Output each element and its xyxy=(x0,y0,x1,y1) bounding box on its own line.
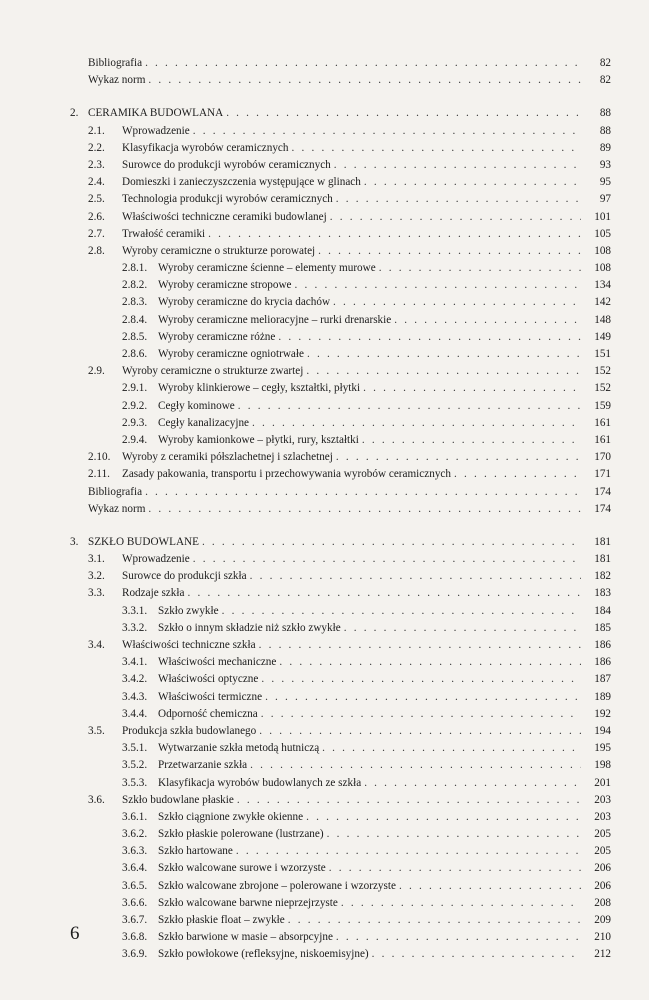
toc-entry-page: 194 xyxy=(585,723,611,740)
dot-leader xyxy=(252,415,581,432)
toc-entry-title: Właściwości techniczne szkła xyxy=(122,639,256,651)
toc-entry xyxy=(0,534,649,551)
toc-entry-page: 208 xyxy=(585,895,611,912)
toc-entry xyxy=(0,706,649,723)
toc-entry-title: Szkło powłokowe (refleksyjne, niskoemisyjne) xyxy=(158,948,369,961)
toc-entry-number: 3.2. xyxy=(88,570,105,583)
toc-entry-title: CERAMIKA BUDOWLANA xyxy=(88,107,224,120)
dot-leader xyxy=(236,843,581,860)
toc-entry-number: 3.3.1. xyxy=(122,604,148,617)
toc-entry-title: Cegły kominowe xyxy=(158,399,235,412)
toc-entry-page: 205 xyxy=(585,843,611,860)
dot-leader xyxy=(336,191,581,208)
dot-leader xyxy=(399,878,581,895)
toc-entry-title: Wyroby ceramiczne o strukturze porowatej xyxy=(122,244,316,257)
toc-entry-title: Wyroby kamionkowe – płytki, rury, kształtki xyxy=(158,433,359,446)
toc-entry-number: 3.6.3. xyxy=(122,845,148,858)
toc-entry-page: 95 xyxy=(585,174,611,191)
toc-entry-title: Wprowadzenie xyxy=(122,124,190,137)
toc-entry-page: 108 xyxy=(585,243,611,260)
toc-entry xyxy=(0,123,649,140)
toc-entry xyxy=(0,740,649,757)
toc-entry-title: Surowce do produkcji szkła xyxy=(122,570,247,583)
dot-leader xyxy=(344,620,581,637)
toc-entry-title: Bibliografia xyxy=(88,485,143,498)
toc-entry-title: Wyroby z ceramiki półszlachetnej i szlachetnej xyxy=(122,451,333,464)
toc-entry-title: Szkło barwione w masie – absorpcyjne xyxy=(158,931,333,944)
toc-entry xyxy=(0,260,649,277)
toc-entry xyxy=(0,929,649,946)
page-number: 6 xyxy=(70,923,80,944)
toc-entry xyxy=(0,140,649,157)
toc-entry-number: 2.9.4. xyxy=(122,433,148,446)
dot-leader xyxy=(334,157,581,174)
toc-entry-number: 3.6. xyxy=(88,793,105,806)
toc-entry xyxy=(0,603,649,620)
dot-leader xyxy=(306,363,581,380)
toc-entry-page: 174 xyxy=(585,484,611,501)
toc-entry-number: 2.9. xyxy=(88,365,105,378)
dot-leader xyxy=(330,209,581,226)
toc-entry-title: Wyroby ceramiczne ogniotrwałe xyxy=(158,348,304,360)
dot-leader xyxy=(372,946,581,963)
toc-entry-number: 3.6.9. xyxy=(122,948,148,961)
dot-leader xyxy=(394,312,581,329)
toc-entry xyxy=(0,277,649,294)
toc-entry-page: 181 xyxy=(585,534,611,551)
toc-entry-page: 82 xyxy=(585,55,611,72)
toc-entry xyxy=(0,568,649,585)
toc-entry-page: 93 xyxy=(585,157,611,174)
toc-entry xyxy=(0,912,649,929)
toc-entry-page: 101 xyxy=(585,209,611,226)
toc-entry-number: 2. xyxy=(70,107,79,120)
toc-entry-number: 3.3. xyxy=(88,587,105,600)
dot-leader xyxy=(193,123,581,140)
dot-leader xyxy=(261,671,581,688)
dot-leader xyxy=(226,105,581,122)
toc-entry xyxy=(0,329,649,346)
toc-entry xyxy=(0,860,649,877)
toc-entry-page: 192 xyxy=(585,706,611,723)
dot-leader xyxy=(187,585,581,602)
toc-entry-number: 2.8.6. xyxy=(122,348,148,360)
toc-entry xyxy=(0,466,649,483)
toc-entry-number: 3.6.1. xyxy=(122,810,148,823)
toc-entry xyxy=(0,757,649,774)
toc-entry xyxy=(0,415,649,432)
toc-entry xyxy=(0,363,649,380)
toc-entry xyxy=(0,105,649,122)
dot-leader xyxy=(329,860,581,877)
toc-entry-page: 161 xyxy=(585,432,611,449)
dot-leader xyxy=(265,689,581,706)
dot-leader xyxy=(379,260,581,277)
toc-entry-title: Szkło budowlane płaskie xyxy=(122,793,234,806)
toc-entry-page: 189 xyxy=(585,689,611,706)
toc-entry-title: Szkło ciągnione zwykłe okienne xyxy=(158,810,304,823)
toc-entry-page: 185 xyxy=(585,620,611,637)
toc-entry-page: 206 xyxy=(585,860,611,877)
toc-entry-page: 108 xyxy=(585,260,611,277)
toc-entry-title: Wyroby ceramiczne ścienne – elementy murowe xyxy=(158,262,376,275)
dot-leader xyxy=(278,329,581,346)
dot-leader xyxy=(250,568,581,585)
dot-leader xyxy=(222,603,581,620)
toc-entry-number: 3.6.6. xyxy=(122,896,148,909)
toc-entry xyxy=(0,775,649,792)
toc-entry-number: 2.9.3. xyxy=(122,416,148,429)
dot-leader xyxy=(364,775,581,792)
toc-entry-page: 174 xyxy=(585,501,611,518)
toc-entry xyxy=(0,432,649,449)
toc-entry-title: Cegły kanalizacyjne xyxy=(158,416,250,429)
toc-entry-title: Produkcja szkła budowlanego xyxy=(122,724,257,737)
dot-leader xyxy=(336,449,581,466)
toc-entry-number: 2.4. xyxy=(88,176,105,189)
dot-leader xyxy=(363,380,581,397)
toc-entry-number: 2.5. xyxy=(88,193,105,206)
dot-leader xyxy=(259,723,581,740)
toc-entry xyxy=(0,826,649,843)
toc-entry-page: 187 xyxy=(585,671,611,688)
dot-leader xyxy=(237,792,581,809)
toc-entry-number: 3.4. xyxy=(88,639,105,651)
toc-entry-number: 3.5. xyxy=(88,724,105,737)
dot-leader xyxy=(306,809,581,826)
dot-leader xyxy=(322,740,581,757)
toc-entry-title: Surowce do produkcji wyrobów ceramicznych xyxy=(122,158,331,171)
toc-entry-page: 212 xyxy=(585,946,611,963)
toc-entry-number: 3. xyxy=(70,535,79,548)
toc-entry-number: 2.8.2. xyxy=(122,279,148,292)
toc-entry xyxy=(0,72,649,89)
toc-entry xyxy=(0,157,649,174)
toc-entry-title: Wyroby ceramiczne melioracyjne – rurki drenarskie xyxy=(158,313,392,326)
toc-entry xyxy=(0,398,649,415)
toc-entry-page: 149 xyxy=(585,329,611,346)
toc-entry-page: 134 xyxy=(585,277,611,294)
toc-entry-title: Szkło walcowane zbrojone – polerowane i wzorzyste xyxy=(158,879,396,892)
toc-entry-title: Technologia produkcji wyrobów ceramicznych xyxy=(122,193,333,206)
toc-entry-page: 198 xyxy=(585,757,611,774)
toc-entry-page: 184 xyxy=(585,603,611,620)
dot-leader xyxy=(292,140,582,157)
dot-leader xyxy=(333,294,581,311)
toc-entry-number: 2.8. xyxy=(88,244,105,257)
dot-leader xyxy=(238,398,581,415)
table-of-contents xyxy=(0,55,649,964)
toc-entry-title: Wyroby ceramiczne różne xyxy=(158,330,276,343)
toc-entry-title: Zasady pakowania, transportu i przechowywania wyrobów ceramicznych xyxy=(122,468,451,481)
toc-entry-number: 2.7. xyxy=(88,227,105,240)
toc-entry xyxy=(0,895,649,912)
toc-entry-page: 205 xyxy=(585,826,611,843)
toc-entry-number: 2.8.3. xyxy=(122,296,148,309)
toc-entry-title: Trwałość ceramiki xyxy=(122,227,206,240)
toc-entry-page: 195 xyxy=(585,740,611,757)
toc-entry xyxy=(0,346,649,363)
toc-entry xyxy=(0,226,649,243)
toc-entry-page: 201 xyxy=(585,775,611,792)
toc-entry-title: Wyroby ceramiczne o strukturze zwartej xyxy=(122,365,304,378)
toc-entry xyxy=(0,637,649,654)
dot-leader xyxy=(318,243,581,260)
toc-entry-title: Właściwości mechaniczne xyxy=(158,656,277,669)
toc-entry-number: 2.11. xyxy=(88,468,110,481)
toc-entry xyxy=(0,792,649,809)
toc-entry-number: 3.5.1. xyxy=(122,742,148,755)
dot-leader xyxy=(362,432,581,449)
toc-entry-title: Właściwości techniczne ceramiki budowlanej xyxy=(122,210,327,223)
toc-entry-title: Przetwarzanie szkła xyxy=(158,759,248,772)
toc-entry-number: 3.6.8. xyxy=(122,931,148,944)
toc-entry-number: 3.1. xyxy=(88,553,105,566)
toc-entry-title: Klasyfikacja wyrobów budowlanych ze szkła xyxy=(158,776,362,789)
toc-entry xyxy=(0,551,649,568)
toc-entry-title: Szkło o innym składzie niż szkło zwykłe xyxy=(158,621,341,634)
toc-entry-number: 2.8.5. xyxy=(122,330,148,343)
toc-entry-title: Szkło hartowane xyxy=(158,845,233,858)
toc-entry-title: Rodzaje szkła xyxy=(122,587,185,600)
toc-entry-page: 97 xyxy=(585,191,611,208)
toc-entry xyxy=(0,946,649,963)
toc-entry-title: Szkło zwykłe xyxy=(158,604,219,617)
toc-entry-page: 170 xyxy=(585,449,611,466)
toc-entry xyxy=(0,209,649,226)
toc-entry-title: Odporność chemiczna xyxy=(158,707,258,720)
toc-entry-title: Wykaz norm xyxy=(88,502,146,515)
toc-entry-title: Właściwości termiczne xyxy=(158,690,263,703)
toc-entry-page: 151 xyxy=(585,346,611,363)
toc-entry-title: Klasyfikacja wyrobów ceramicznych xyxy=(122,141,289,154)
toc-entry-page: 171 xyxy=(585,466,611,483)
toc-entry xyxy=(0,191,649,208)
toc-entry-page: 161 xyxy=(585,415,611,432)
toc-entry-number: 2.8.4. xyxy=(122,313,148,326)
toc-entry-title: Szkło płaskie polerowane (lustrzane) xyxy=(158,828,324,841)
toc-entry xyxy=(0,809,649,826)
toc-entry-page: 148 xyxy=(585,312,611,329)
dot-leader xyxy=(259,637,581,654)
toc-entry-title: SZKŁO BUDOWLANE xyxy=(88,535,199,548)
toc-entry-title: Szkło płaskie float – zwykłe xyxy=(158,914,285,926)
toc-entry-number: 3.4.3. xyxy=(122,690,148,703)
toc-entry-number: 2.9.2. xyxy=(122,399,148,412)
dot-leader xyxy=(145,484,581,501)
toc-entry-page: 182 xyxy=(585,568,611,585)
toc-entry-title: Wytwarzanie szkła metodą hutniczą xyxy=(158,742,320,755)
dot-leader xyxy=(250,757,581,774)
toc-entry xyxy=(0,671,649,688)
toc-entry xyxy=(0,449,649,466)
dot-leader xyxy=(148,501,581,518)
toc-entry xyxy=(0,843,649,860)
toc-entry-page: 203 xyxy=(585,809,611,826)
toc-entry xyxy=(0,585,649,602)
toc-entry-title: Wyroby ceramiczne stropowe xyxy=(158,279,292,292)
toc-entry-title: Szkło walcowane barwne nieprzejrzyste xyxy=(158,896,338,909)
dot-leader xyxy=(193,551,581,568)
toc-entry-page: 159 xyxy=(585,398,611,415)
dot-leader xyxy=(307,346,581,363)
toc-entry-page: 209 xyxy=(585,912,611,929)
toc-entry xyxy=(0,723,649,740)
toc-entry-page: 183 xyxy=(585,585,611,602)
toc-entry-number: 3.4.2. xyxy=(122,673,148,686)
toc-entry-number: 2.8.1. xyxy=(122,262,148,275)
toc-entry xyxy=(0,620,649,637)
toc-entry-page: 203 xyxy=(585,792,611,809)
dot-leader xyxy=(279,654,581,671)
toc-entry xyxy=(0,654,649,671)
toc-entry-page: 186 xyxy=(585,637,611,654)
toc-entry xyxy=(0,294,649,311)
toc-entry-title: Szkło walcowane surowe i wzorzyste xyxy=(158,862,326,875)
toc-entry-number: 3.6.4. xyxy=(122,862,148,875)
toc-entry-title: Bibliografia xyxy=(88,57,143,69)
toc-entry xyxy=(0,501,649,518)
toc-entry xyxy=(0,243,649,260)
dot-leader xyxy=(202,534,581,551)
toc-entry-page: 210 xyxy=(585,929,611,946)
dot-leader xyxy=(341,895,581,912)
toc-entry-page: 152 xyxy=(585,363,611,380)
toc-entry-number: 3.4.4. xyxy=(122,707,148,720)
toc-entry-page: 88 xyxy=(585,123,611,140)
toc-entry-page: 105 xyxy=(585,226,611,243)
toc-entry xyxy=(0,484,649,501)
dot-leader xyxy=(148,72,581,89)
toc-entry-title: Właściwości optyczne xyxy=(158,673,259,686)
dot-leader xyxy=(327,826,581,843)
toc-entry-number: 2.3. xyxy=(88,158,105,171)
toc-entry-number: 3.6.7. xyxy=(122,914,148,926)
toc-entry-page: 82 xyxy=(585,72,611,89)
toc-entry-number: 3.5.2. xyxy=(122,759,148,772)
toc-entry xyxy=(0,55,649,72)
toc-entry-page: 89 xyxy=(585,140,611,157)
toc-entry-page: 142 xyxy=(585,294,611,311)
toc-entry xyxy=(0,174,649,191)
dot-leader xyxy=(295,277,581,294)
toc-entry-title: Wprowadzenie xyxy=(122,553,190,566)
dot-leader xyxy=(288,912,581,929)
toc-entry-number: 3.6.5. xyxy=(122,879,148,892)
toc-entry-title: Domieszki i zanieczyszczenia występujące w glinach xyxy=(122,176,361,189)
toc-entry-number: 2.1. xyxy=(88,124,105,137)
toc-entry-title: Wykaz norm xyxy=(88,74,146,87)
toc-entry-number: 2.6. xyxy=(88,210,105,223)
dot-leader xyxy=(208,226,581,243)
toc-entry-number: 3.4.1. xyxy=(122,656,148,669)
toc-entry xyxy=(0,878,649,895)
toc-entry-page: 181 xyxy=(585,551,611,568)
toc-entry-number: 2.9.1. xyxy=(122,382,148,395)
toc-entry-page: 152 xyxy=(585,380,611,397)
toc-entry-title: Wyroby ceramiczne do krycia dachów xyxy=(158,296,331,309)
toc-entry xyxy=(0,689,649,706)
toc-entry-title: Wyroby klinkierowe – cegły, kształtki, płytki xyxy=(158,382,361,395)
dot-leader xyxy=(454,466,581,483)
dot-leader xyxy=(336,929,581,946)
toc-entry-page: 206 xyxy=(585,878,611,895)
toc-entry-number: 3.5.3. xyxy=(122,776,148,789)
toc-entry-number: 3.3.2. xyxy=(122,621,148,634)
toc-entry-page: 186 xyxy=(585,654,611,671)
dot-leader xyxy=(261,706,581,723)
toc-entry-number: 2.10. xyxy=(88,451,111,464)
dot-leader xyxy=(364,174,581,191)
toc-entry xyxy=(0,312,649,329)
toc-entry-number: 2.2. xyxy=(88,141,105,154)
toc-entry-number: 3.6.2. xyxy=(122,828,148,841)
toc-entry-page: 88 xyxy=(585,105,611,122)
toc-entry xyxy=(0,380,649,397)
dot-leader xyxy=(145,55,581,72)
